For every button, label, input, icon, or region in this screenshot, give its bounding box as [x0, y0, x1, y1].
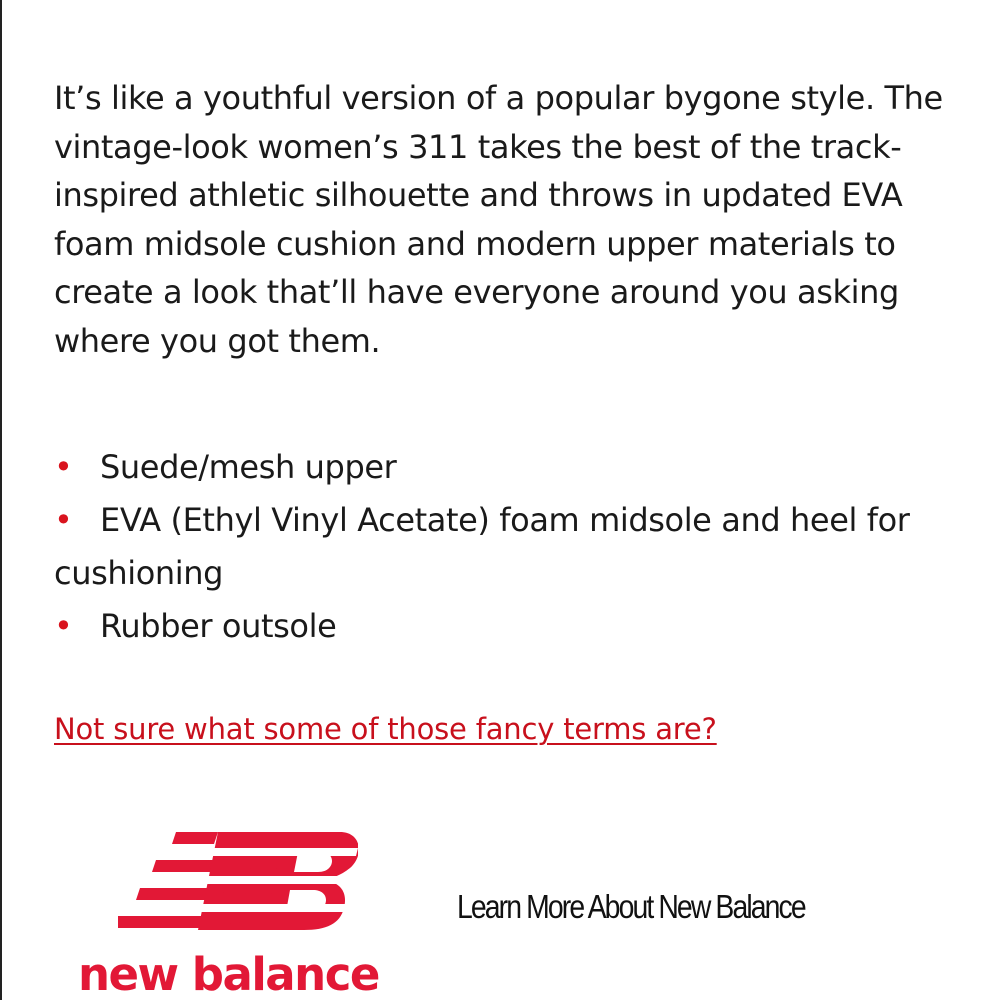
brand-wordmark: new balance	[78, 948, 379, 1001]
feature-label: Suede/mesh upper	[100, 448, 397, 486]
list-item	[54, 494, 974, 600]
feature-label: EVA (Ethyl Vinyl Acetate) foam midsole and heel for cushioning	[54, 501, 910, 592]
bullet-icon: •	[54, 607, 73, 645]
fancy-terms-link[interactable]: Not sure what some of those fancy terms are?	[54, 712, 717, 746]
new-balance-logo[interactable]	[78, 826, 398, 1000]
left-border	[0, 0, 2, 1000]
bullet-icon: •	[54, 501, 73, 539]
nb-logo-icon	[118, 826, 358, 936]
list-item	[54, 441, 974, 494]
learn-more-link[interactable]: Learn More About New Balance	[457, 888, 805, 925]
bullet-icon: •	[54, 448, 73, 486]
product-description: It’s like a youthful version of a popular bygone style. The vintage-look women’s 311 takes the best of the track-inspired athletic silhouette and throws in updated EVA foam midsole cushion and modern upper materials to create a look that’ll have everyone around you asking where you got them.	[54, 79, 943, 360]
feature-label: Rubber outsole	[100, 607, 337, 645]
list-item	[54, 600, 974, 653]
feature-list	[54, 441, 974, 653]
